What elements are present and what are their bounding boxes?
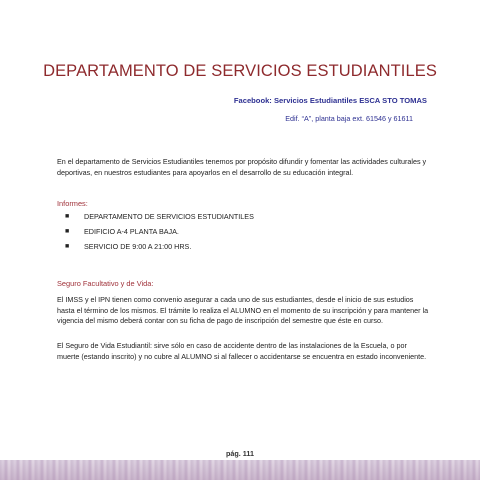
bullet-icon: ■ bbox=[65, 228, 70, 235]
footer-decorative-band bbox=[0, 460, 480, 480]
seguro-heading: Seguro Facultativo y de Vida: bbox=[57, 279, 154, 288]
seguro-paragraph-2: El Seguro de Vida Estudiantil: sirve sólo en caso de accidente dentro de las instalaciones de la Escuela, o por muerte (estando inscrito) y no cubre al ALUMNO si al fallecer o accidentarse se encuentra en estado inconveniente. bbox=[57, 341, 427, 361]
list-item: ■ DEPARTAMENTO DE SERVICIOS ESTUDIANTILES bbox=[62, 209, 254, 224]
list-item: ■ EDIFICIO A-4 PLANTA BAJA. bbox=[62, 224, 254, 239]
informes-list bbox=[62, 209, 254, 254]
page-title: DEPARTAMENTO DE SERVICIOS ESTUDIANTILES bbox=[43, 62, 437, 80]
page-number: pág. 111 bbox=[226, 449, 254, 458]
informes-heading: Informes: bbox=[57, 199, 88, 208]
intro-paragraph: En el departamento de Servicios Estudiantiles tenemos por propósito difundir y fomentar las actividades culturales y deportivas, en nuestros estudiantes para apoyarlos en el desarrollo de su educación integral. bbox=[57, 157, 427, 177]
bullet-icon: ■ bbox=[65, 243, 70, 250]
building-extension-line: Edif. “A”, planta baja ext. 61546 y 61611 bbox=[285, 114, 413, 123]
bullet-icon: ■ bbox=[65, 213, 70, 220]
seguro-paragraph-1: El IMSS y el IPN tienen como convenio asegurar a cada uno de sus estudiantes, desde el inicio de sus estudios hasta el término de los mismos. El trámite lo realiza el ALUMNO en el momento de su inscripción y para mantener la vigencia del mismo deberá contar con su ficha de pago de inscripción del semestre que éste en curso. bbox=[57, 295, 429, 326]
facebook-line: Facebook: Servicios Estudiantiles ESCA STO TOMAS bbox=[233, 96, 427, 105]
list-item: ■ SERVICIO DE 9:00 A 21:00 HRS. bbox=[62, 239, 254, 254]
